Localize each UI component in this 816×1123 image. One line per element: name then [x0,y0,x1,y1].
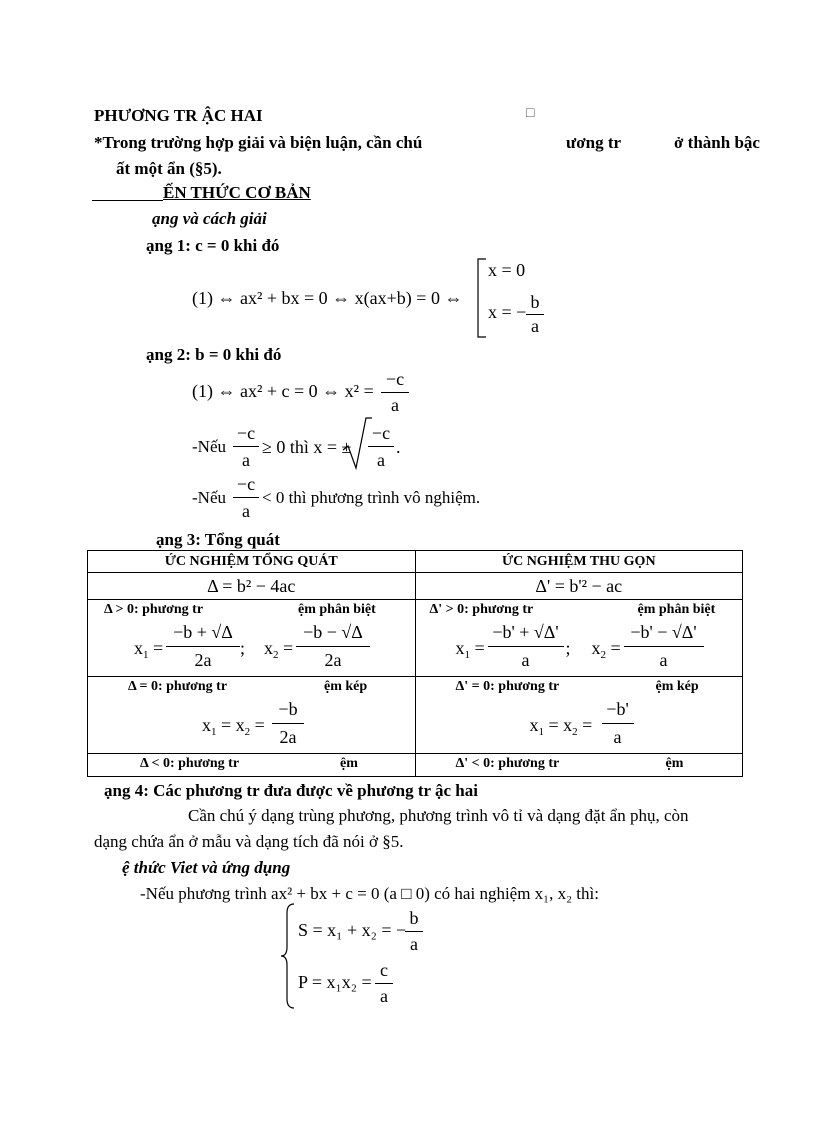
section-heading: ẾN THỨC CƠ BẢN [163,183,311,202]
section-underline-left [92,200,163,201]
viet-sum-num: b [409,908,419,928]
row1-col2-x2-label: $x_2$ = [591,638,621,661]
row3-col2-tail: ệm [665,756,684,771]
viet-heading: ệ thức Viet và ứng dụng [122,858,291,877]
row1-col1-x1-num: −b + √Δ [173,622,233,642]
row1-col1-x1-den: 2a [194,650,212,670]
viet-sum-bar [405,931,423,932]
row1-col2 [415,600,743,677]
col1-discriminant: Δ = b² − 4ac [88,573,416,600]
title-box-glyph: □ [526,106,535,121]
intro-mid: ương tr [566,133,622,152]
row1-col2-x1-den: a [521,650,530,670]
row2-col2-label: Δ' = 0: phương tr [455,679,560,694]
row1-col1-label: Δ > 0: phương tr [104,602,204,617]
case2-cond2-den: a [242,501,250,521]
case2-sqrt-num: −c [371,423,391,443]
viet-product-den: a [380,986,388,1006]
case2-eq-num: −c [385,369,405,389]
row1-col2-tail: ệm phân biệt [637,602,716,617]
case2-cond1-bar [233,446,259,447]
row1-col2-x2-num: −b' − √Δ' [630,622,697,642]
row1-col2-x1-bar [488,646,564,647]
case4-text-2: dạng chứa ẩn ở mẫu và dạng tích đã nói ở §5. [94,832,404,851]
case1-bracket [476,258,488,338]
row2-col1-num: −b [278,699,298,719]
row2-col1-den: 2a [279,727,297,747]
row1-col1-x2-den: 2a [324,650,342,670]
case2-cond2-bar [233,497,259,498]
subsection-heading: ạng và cách giải [152,209,267,228]
case3-heading: ạng 3: Tổng quát [156,530,280,549]
case1-heading: ạng 1: c = 0 khi đó [146,236,280,255]
row2-col1-lhs: $x_1 = x_2$ = [202,715,265,738]
row1-col2-x1-label: $x_1$ = [455,638,485,661]
row1-col1-tail: ệm phân biệt [298,602,376,617]
viet-intro: -Nếu phương trình ax² + bx + c = 0 (a □ 0) có hai nghiệm x₁, x₂ thì: [140,884,599,903]
row3-col1-tail: ệm [340,756,358,771]
case1-fraction-bar [526,314,544,315]
case1-root2-num: b [530,292,540,312]
col1-head: ỨC NGHIỆM TỔNG QUÁT [88,551,416,573]
row1-col1-x2-bar [296,646,370,647]
case2-cond2-num: −c [236,474,256,494]
row2-col1-bar [272,723,304,724]
col2-discriminant: Δ' = b'² − ac [415,573,743,600]
case1-root2-prefix: x = − [488,302,527,322]
row1-col2-x1-num: −b' + √Δ' [492,622,559,642]
page-title: PHƯƠNG TR ẬC HAI [94,106,263,125]
intro-end: ở thành bậc [674,133,760,152]
case1-root2-den: a [531,316,539,336]
row1-col2-x2-den: a [659,650,668,670]
case2-equation: (1) ⇔ ax² + c = 0 ⇔ x² = [192,381,374,401]
case2-eq-den: a [391,395,399,415]
case2-eq-bar [381,392,409,393]
row1-col1-semicolon: ; [240,638,246,658]
col2-head: ỨC NGHIỆM THU GỌN [415,551,743,573]
row2-col1 [88,677,416,754]
intro-line-1: *Trong trường hợp giải và biện luận, cần chú [94,133,423,152]
row2-col1-tail: ệm kép [324,679,368,694]
row3-col1 [88,754,416,777]
row2-col2-den: a [613,727,622,747]
row3-col1-label: Δ < 0: phương tr [140,756,240,771]
case4-text-1: Cần chú ý dạng trùng phương, phương trình vô tỉ và dạng đặt ẩn phụ, còn [188,806,689,825]
case2-cond1-rel: ≥ 0 thì x = ± [262,437,352,457]
viet-sum-den: a [410,934,418,954]
row1-col1-x1-label: $x_1$ = [134,638,164,661]
case2-cond1-prefix: -Nếu [192,437,226,456]
row1-col2-semicolon: ; [565,638,571,658]
case4-heading: ạng 4: Các phương tr đưa được về phương tr ậc hai [104,781,478,800]
case1-root1: x = 0 [488,260,526,280]
formula-table [87,550,743,777]
row3-col2 [415,754,743,777]
case2-sqrt-den: a [377,450,385,470]
row2-col2-num: −b' [606,699,629,719]
case2-cond1-den: a [242,450,250,470]
viet-brace [280,903,296,1009]
row2-col2-lhs: $x_1 = x_2$ = [529,715,593,738]
case2-heading: ạng 2: b = 0 khi đó [146,345,282,364]
row2-col2-tail: ệm kép [655,679,699,694]
case2-cond2-rel: < 0 thì phương trình vô nghiệm. [262,488,481,507]
row1-col2-x2-bar [624,646,704,647]
viet-sum: S = x₁ + x₂ = − [298,920,407,940]
row2-col1-label: Δ = 0: phương tr [128,679,228,694]
row1-col1-x2-label: $x_2$ = [264,638,294,661]
case2-cond1-num: −c [236,423,256,443]
intro-line-2: ất một ẩn (§5). [116,159,222,178]
viet-product-bar [375,983,393,984]
viet-product: P = x₁x₂ = [298,972,372,992]
row1-col1-x1-bar [166,646,240,647]
case2-sqrt-bar [368,446,394,447]
row2-col2-bar [602,723,634,724]
row3-col2-label: Δ' < 0: phương tr [455,756,560,771]
row1-col1 [88,600,416,677]
row2-col2 [415,677,743,754]
case2-cond2-prefix: -Nếu [192,488,226,507]
row1-col1-x2-num: −b − √Δ [303,622,363,642]
row1-col2-label: Δ' > 0: phương tr [429,602,534,617]
case1-equation: (1) ⇔ ax² + bx = 0 ⇔ x(ax+b) = 0 ⇔ [192,288,463,308]
case2-cond1-end: . [396,437,401,457]
viet-product-num: c [380,960,388,980]
